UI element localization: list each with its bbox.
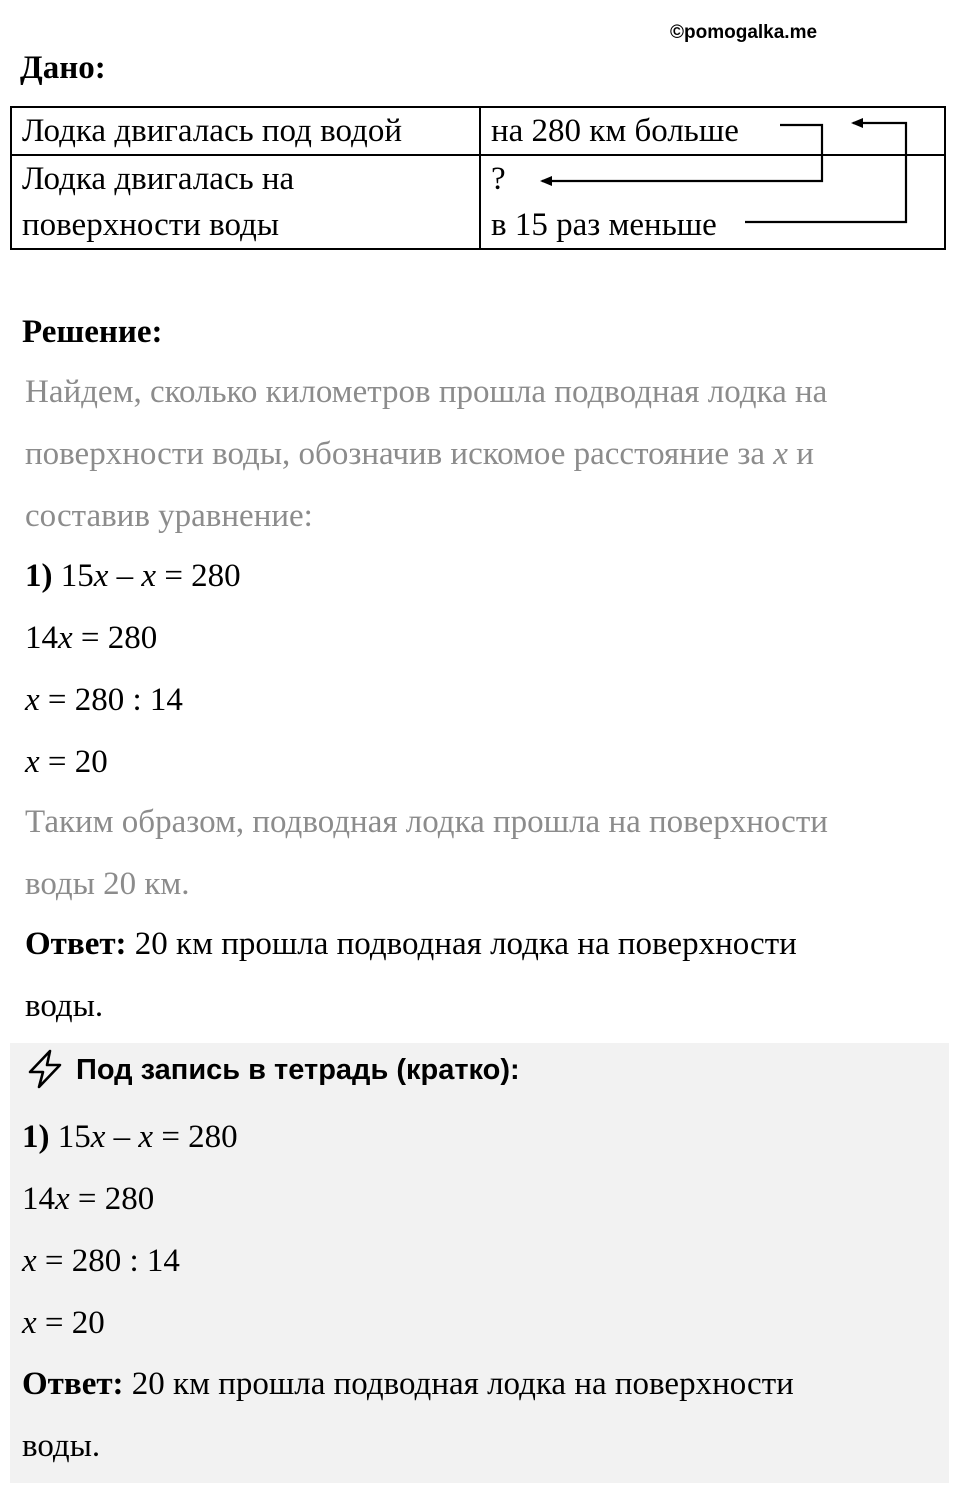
intro-line-2-end: и: [796, 436, 814, 472]
solution-heading: Решение:: [22, 314, 163, 350]
notebook-answer-line-1: [22, 1364, 794, 1404]
intro-line-2-text: поверхности воды, обозначив искомое расстояние за: [25, 436, 766, 472]
table-cell: [480, 155, 945, 249]
notebook-equation-1: [22, 1117, 238, 1157]
answer-line-1: [25, 924, 797, 964]
intro-line-2: [25, 434, 814, 474]
eq1-minus: –: [108, 558, 142, 594]
equation-4: [25, 742, 108, 782]
notebook-title: Под запись в тетрадь (кратко):: [76, 1054, 520, 1086]
nb-eq1-var1: x: [90, 1119, 106, 1155]
eq2-rhs: = 280: [72, 620, 158, 656]
intro-line-3: составив уравнение:: [25, 498, 313, 534]
answer-line-2: воды.: [25, 988, 104, 1024]
eq1-coef: 15: [60, 558, 94, 594]
nb-eq1-var2: x: [138, 1119, 154, 1155]
conclusion-line-2: воды 20 км.: [25, 866, 190, 902]
row1-label: Лодка двигалась под водой: [22, 113, 402, 149]
notebook-answer-line-2: воды.: [22, 1428, 101, 1464]
row2-value-line2: в 15 раз меньше: [491, 207, 717, 243]
row2-label-line2: поверхности воды: [22, 207, 280, 243]
eq1-rhs: = 280: [156, 558, 241, 594]
eq1-var2: x: [141, 558, 157, 594]
nb-eq2-rhs: = 280: [69, 1181, 155, 1217]
step-number: 1): [25, 558, 53, 594]
variable-x: x: [773, 436, 788, 472]
notebook-equation-2: [22, 1179, 154, 1219]
nb-eq4-rhs: = 20: [36, 1305, 105, 1341]
nb-eq2-coef: 14: [22, 1181, 55, 1217]
nb-eq4-var: x: [22, 1305, 37, 1341]
eq4-rhs: = 20: [39, 744, 108, 780]
nb-eq1-rhs: = 280: [153, 1119, 238, 1155]
row2-label-line1: Лодка двигалась на: [22, 161, 295, 197]
equation-1: [25, 556, 241, 596]
table-cell: [11, 155, 480, 249]
row1-value: на 280 км больше: [491, 113, 739, 149]
notebook-answer-text: 20 км прошла подводная лодка на поверхности: [123, 1366, 794, 1402]
watermark: ©pomogalka.me: [670, 22, 818, 43]
table-cell: [11, 107, 480, 155]
notebook-step-number: 1): [22, 1119, 50, 1155]
lightning-icon: [24, 1048, 66, 1090]
row2-value-line1: ?: [491, 161, 506, 197]
table-row: [11, 107, 945, 155]
given-table: [10, 106, 946, 250]
notebook-equation-4: [22, 1303, 105, 1343]
equation-2: [25, 618, 157, 658]
intro-line-1: Найдем, сколько километров прошла подводная лодка на: [25, 374, 828, 410]
nb-eq3-var: x: [22, 1243, 37, 1279]
nb-eq1-minus: –: [105, 1119, 139, 1155]
equation-3: [25, 680, 183, 720]
notebook-equation-3: [22, 1241, 180, 1281]
answer-text: 20 км прошла подводная лодка на поверхности: [126, 926, 797, 962]
eq4-var: x: [25, 744, 40, 780]
given-heading: Дано:: [20, 50, 106, 86]
table-cell: [480, 107, 945, 155]
eq1-var1: x: [93, 558, 109, 594]
nb-eq2-var: x: [55, 1181, 70, 1217]
nb-eq1-coef: 15: [57, 1119, 91, 1155]
nb-eq3-rhs: = 280 : 14: [36, 1243, 180, 1279]
eq2-var: x: [58, 620, 73, 656]
eq3-var: x: [25, 682, 40, 718]
conclusion-line-1: Таким образом, подводная лодка прошла на поверхности: [25, 804, 828, 840]
table-row: [11, 155, 945, 249]
eq2-coef: 14: [25, 620, 58, 656]
notebook-answer-label: Ответ:: [22, 1366, 124, 1402]
eq3-rhs: = 280 : 14: [39, 682, 183, 718]
answer-label: Ответ:: [25, 926, 127, 962]
